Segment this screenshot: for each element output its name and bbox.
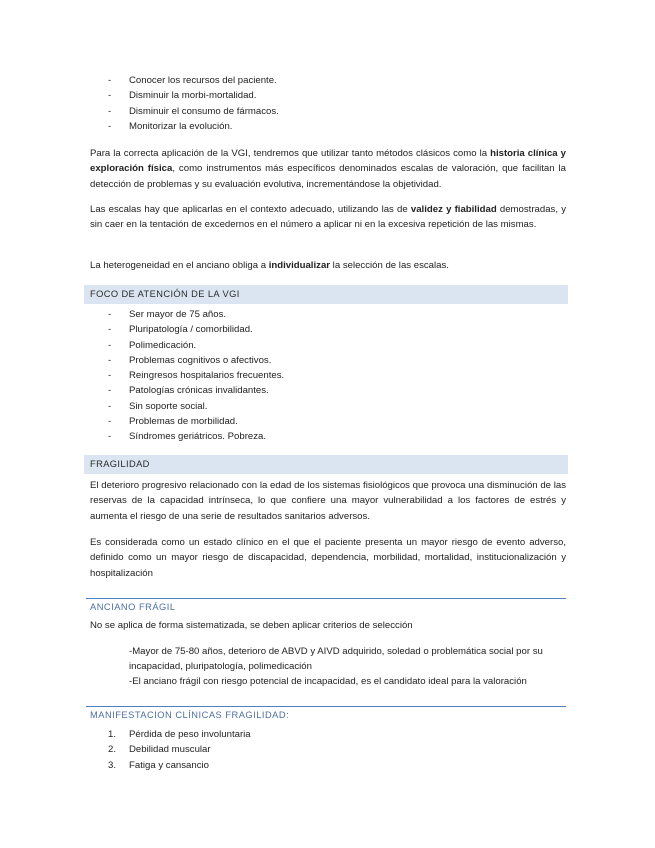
criterion-1: -Mayor de 75-80 años, deterioro de ABVD y AIVD adquirido, soledad o problemática social por su incapacidad, pluripatología, polimedicación (129, 646, 543, 673)
bullet: - (108, 90, 112, 102)
manifestaciones-list (108, 727, 548, 773)
bullet: - (108, 105, 112, 117)
criterion-2: -El anciano frágil con riesgo potencial de incapacidad, es el candidato ideal para la valoración (129, 676, 527, 687)
bullet: - (108, 324, 112, 336)
bullet: - (108, 309, 112, 320)
bullet: - (108, 354, 112, 366)
paragraph-anciano-fragil: No se aplica de forma sistematizada, se deben aplicar criterios de selección (90, 620, 413, 631)
list-item: 2. Debilidad muscular (108, 744, 211, 756)
list-item: - Problemas de morbilidad. (108, 414, 548, 429)
paragraph-scales: Las escalas hay que aplicarlas en el contexto adecuado, utilizando las de validez y fiabilidad demostradas, y sin caer en la tentación de excedernos en el número a aplicar ni en la excesiva repetición de las mismas. (90, 204, 566, 231)
list-item: - Problemas cognitivos o afectivos. (108, 353, 548, 368)
bullet: - (108, 400, 112, 412)
list-item: - Ser mayor de 75 años. (108, 307, 548, 322)
list-item: 1. Pérdida de peso involuntaria (108, 729, 251, 740)
list-item: - Disminuir el consumo de fármacos. (108, 104, 548, 119)
emphasis: historia clínica y exploración física (90, 148, 566, 175)
section-header-foco: FOCO DE ATENCIÓN DE LA VGI (84, 285, 568, 304)
foco-list (108, 307, 548, 445)
list-item: - Monitorizar la evolución. (108, 119, 548, 134)
list-item: - Reingresos hospitalarios frecuentes. (108, 368, 548, 383)
intro-list (108, 73, 548, 134)
bullet: - (108, 385, 112, 397)
bullet: - (108, 120, 112, 132)
list-item: - Disminuir la morbi-mortalidad. (108, 88, 548, 103)
bullet: - (108, 75, 112, 86)
list-item: - Patologías crónicas invalidantes. (108, 383, 548, 398)
emphasis: individualizar (268, 260, 331, 271)
paragraph-heterogeneity: La heterogeneidad en el anciano obliga a individualizar la selección de las escalas. (90, 260, 449, 271)
paragraph-fragilidad-state: Es considerada como un estado clínico en el que el paciente presenta un mayor riesgo de evento adverso, definido como un mayor riesgo de discapacidad, dependencia, morbilidad, mortalidad, institucionalización y hospitalización (90, 537, 566, 579)
list-item: - Pluripatología / comorbilidad. (108, 322, 548, 337)
paragraph-vgi-methods: Para la correcta aplicación de la VGI, tendremos que utilizar tanto métodos clásicos como la historia clínica y exploración física, como instrumentos más específicos denominados escalas de valoración, que facilitan la detección de problemas y su evaluación evolutiva, incrementándose la objetividad. (90, 148, 567, 190)
section-header-anciano-fragil: ANCIANO FRÁGIL (86, 598, 566, 615)
section-header-fragilidad: FRAGILIDAD (84, 455, 568, 474)
emphasis: validez y fiabilidad (410, 204, 497, 215)
list-item: - Síndromes geriátricos. Pobreza. (108, 429, 548, 444)
bullet: - (108, 416, 112, 428)
list-item: 3. Fatiga y cansancio (108, 759, 209, 771)
paragraph-fragilidad-definition: El deterioro progresivo relacionado con la edad de los sistemas fisiológicos que provoca una disminución de las reservas de la capacidad intrínseca, lo que confiere una mayor vulnerabilidad a los factores de estrés y aumenta el riesgo de una serie de resultados sanitarios adversos. (90, 480, 566, 522)
list-item: - Polimedicación. (108, 338, 548, 353)
bullet: - (108, 370, 112, 382)
section-header-manifestaciones: MANIFESTACION CLÍNICAS FRAGILIDAD: (86, 706, 566, 723)
list-item: - Conocer los recursos del paciente. (108, 73, 548, 88)
list-item: - Sin soporte social. (108, 399, 548, 414)
bullet: - (108, 339, 112, 351)
bullet: - (108, 431, 112, 443)
